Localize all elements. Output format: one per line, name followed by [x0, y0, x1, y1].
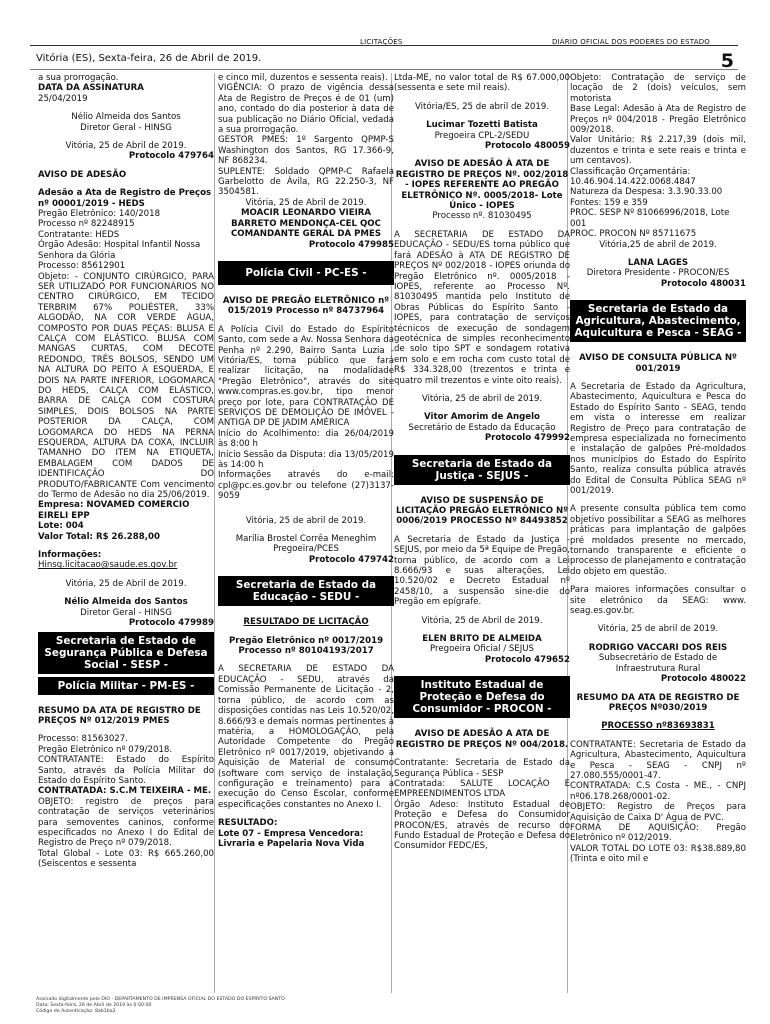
text: Informações através do e-mail: cpl@pc.es.gov.br ou telefone (27)3137-9059 — [218, 470, 394, 502]
text: Informações: — [38, 550, 102, 561]
text: A SECRETARIA DE ESTADO DA EDUCAÇÃO - SEDU/ES torna público que fará ADESÃO à ATA DE REGISTRO DE PREÇOS Nº 002/2018 - IOPES oriunda do Pregão Eletrônico nº. 0005/2018 - IOPES, referente ao Processo Nº. 81030495 mantida pelo Instituto de Obras Públicas do Espírito Santo - IOPES, para contratação de serviços técnicos de execução de sondagem geotécnica de simples reconhecimento de solo tipo SPT e sondagem rotativa em solo e em rocha com custo total de R$ 334.328,00 (trezentos e trinta e quatro mil trezentos e vinte oito reais). — [394, 229, 570, 386]
text: Objeto: Contratação de serviço de locação de 2 (dois) veículos, sem motorista — [570, 73, 746, 104]
signatory-name: ELEN BRITO DE ALMEIDA — [422, 634, 542, 645]
text: CONTRATANTE: Secretaria de Estado da Agricultura, Abastecimento, Aquicultura e Pesca - SEAG - CNPJ nº 27.080.555/0001-47. — [570, 739, 746, 781]
date-line: Vitória, 25 de Abril de 2019. — [65, 141, 187, 152]
footer-line: Código de Autenticação: 8ab1ba2 — [36, 1009, 116, 1014]
text: Contratante: HEDS — [38, 229, 120, 240]
protocol-number: Protocolo 480031 — [660, 278, 746, 289]
text: Total Global - Lote 03: R$ 665.260,00 (Seiscentos e sessenta — [38, 848, 214, 870]
text: Para maiores informações consultar o site eletrônico da SEAG: www. seag.es.gov.br. — [570, 585, 746, 617]
protocol-number: Protocolo 479992 — [484, 433, 570, 444]
protocol-number: Protocolo 479985 — [308, 239, 394, 250]
signatory-role: Diretora Presidente - PROCON/ES — [586, 268, 730, 279]
header-rule — [30, 45, 738, 46]
text: Lote 07 - Empresa Vencedora: Livraria e Papelaria Nova Vida — [218, 828, 365, 849]
text: CONTRATADA: C.S Costa - ME., - CNPJ nº06.178.268/0001-02. — [570, 781, 746, 802]
date-line: Vitória/ES, 25 de abril de 2019. — [414, 101, 550, 112]
protocol-number: Protocolo 479742 — [308, 554, 394, 565]
text: OBJETO: registro de preços para contratação de serviços veterinários para semoventes caninos, conforme especificados no Anexo I do Edital de Registro de Preço nº 079/2018. — [38, 796, 214, 849]
notice-subtitle: Pregão Eletrônico nº 0017/2019 Processo nº 80104193/2017 — [228, 635, 384, 657]
section-name: LICITAÇÕES — [360, 38, 403, 46]
text: Valor Total: R$ 26.288,00 — [38, 531, 160, 542]
process-number: PROCESSO nº83693831 — [601, 721, 715, 732]
signatory-role: Secretário de Estado da Educação — [408, 422, 556, 433]
text: A Secretaria de Estado da Agricultura, Abastecimento, Aquicultura e Pesca do Estado do Espírito Santo - SEAG, tendo em vista o interesse em realizar Registro de Preço para contratação de empresa especializada no fornecimento e instalação de galpões Pré-moldados nos municípios do Estado do Espírito Santo, realiza consulta pública através do Edital de Consulta Pública SEAG nº 001/2019. — [570, 381, 746, 496]
text: A Secretaria de Estado da Justiça - SEJUS, por meio da 5ª Equipe de Pregão, torna público, de acordo com a Lei 8.666/93 e suas alterações, Lei 10.520/02 e Decreto Estadual nº 2458/10, a suspensão sine-die do Pregão em epígrafe. — [394, 534, 570, 608]
text: SUPLENTE: Soldado QPMP-C Rafaela Garbelotto de Ávila, RG 22.250-3, NF 3504581. — [218, 166, 394, 198]
text: 25/04/2019 — [38, 93, 88, 104]
page-number: 5 — [720, 50, 734, 72]
columns — [38, 73, 746, 993]
section-banner: Secretaria de Estado da Educação - SEDU - — [218, 576, 394, 606]
protocol-number: Protocolo 479989 — [128, 618, 214, 629]
signatory-name: Lucimar Tozetti Batista — [426, 120, 538, 131]
date-line: Vitória,25 de abril de 2019. — [599, 239, 717, 250]
subheader-rule — [30, 69, 738, 70]
text: a sua prorrogação. — [38, 73, 119, 83]
text: A presente consulta pública tem como objetivo possibilitar a SEAG as melhores práticas para implantação de galpões pré moldados presente no mercado, tornando transparente e eficiente o processo de planejamento e contratação do objeto em questão. — [570, 504, 746, 577]
date-line: Vitória, 25 de abril de 2019. — [421, 393, 543, 404]
text: Objeto: - CONJUNTO CIRÚRGICO, PARA SER UTILIZADO POR FUNCIONÁRIOS NO CENTRO CIRÚRGICO, EM TECIDO TERBRIM 67% POLIÉSTER, 33% ALGODÃO, NA COR VERDE ÁGUA, COMPOSTO POR DUAS PEÇAS: BLUSA E CALÇA COM ELÁSTICO. BLUSA COM MANGAS CURTAS, COM DECOTE REDONDO, TRÊS BOLSOS, SENDO UM NA ALTURA DO PEITO À ESQUERDA, E DOIS NA PARTE INFERIOR, LOGOMARCA DO HEDS, CALÇA COM ELÁSTICO, BARRA DE CALÇA COM COSTURA SIMPLES, DOIS BOLSOS NA PARTE POSTERIOR DA CALÇA, COM LOGOMARCA DO HEDS NA PERNA ESQUERDA, ALTURA DA COXA, INCLUIR TAMANHO DO ITEM NA ETIQUETA, EMBALAGEM COM DADOS DE IDENTIFICAÇÃO DO PRODUTO/FABRICANTE Com vencimento do Termo de Adesão no dia 25/06/2019. — [38, 271, 214, 501]
text: Fontes: 159 e 359 — [570, 197, 648, 208]
text: Ltda-ME, no valor total de R$ 67.000,00 (sessenta e sete mil reais). — [394, 73, 570, 94]
notice-title: RESULTADO DE LICITAÇÃO — [243, 617, 369, 628]
text: Órgão Adeso: Instituto Estadual de Proteção e Defesa do Consumidor PROCON/ES, através de recurso do Fundo Estadual de Proteção e Defesa do Consumidor FEDC/ES, — [394, 799, 570, 852]
notice-title: AVISO DE SUSPENSÃO DE LICITAÇÃO PREGÃO ELETRÔNICO Nº 0006/2019 PROCESSO Nº 84493852 — [395, 495, 569, 527]
digital-signature-footer — [36, 997, 285, 1015]
notice-title: RESUMO DA ATA DE REGISTRO DE PREÇOS Nº 012/2019 PMES — [38, 705, 201, 726]
column-2 — [218, 73, 394, 993]
text: Início Sessão da Disputa: dia 13/05/2019 às 14:00 h — [218, 449, 394, 470]
text: PROC. PROCON Nº 85711675 — [570, 229, 697, 240]
signatory-role: Diretor Geral - HINSG — [80, 122, 172, 133]
text: CONTRATADA: S.C.M TEIXEIRA - ME. — [38, 786, 212, 797]
text: Processo: 81563027. — [38, 734, 128, 745]
notice-title: AVISO DE PREGÃO ELETRÔNICO nº 015/2019 Processo nº 84737964 — [222, 295, 390, 317]
publication-name: DIÁRIO OFICIAL DOS PODERES DO ESTADO — [551, 38, 710, 46]
signatory-role: Diretor Geral - HINSG — [80, 607, 172, 618]
text: PROC. SESP Nº 81066996/2018, Lote 001 — [570, 208, 730, 229]
section-banner: Polícia Civil - PC-ES - — [218, 261, 394, 285]
text: Processo: 85612901 — [38, 261, 126, 272]
signatory-name: RODRIGO VACCARI DOS REIS — [588, 642, 728, 653]
text: DATA DA ASSINATURA — [38, 83, 144, 94]
signatory-name: LANA LAGES — [627, 257, 689, 268]
text: A Polícia Civil do Estado do Espírito Santo, com sede a Av. Nossa Senhora da Penha nº 2.290, Bairro Santa Luzia - Vitória/ES, torna público que fará realizar licitação, na modalidade "Pregão Eletrônico", através do site www.compras.es.gov.br, tipo menor preço por lote, para CONTRATAÇÃO DE SERVIÇOS DE DEMOLIÇÃO DE IMÓVEL - ANTIGA DP DE JADIM AMÉRICA — [218, 324, 394, 429]
notice-title: RESUMO DA ATA DE REGISTRO DE PREÇOS Nº030/2019 — [576, 692, 740, 713]
date-line: Vitória, 25 de Abril de 2019. — [245, 197, 367, 208]
text: GESTOR PMES: 1º Sargento QPMP-S Washington dos Santos, RG 17.366-9, NF 868234. — [218, 135, 394, 167]
text: A SECRETARIA DE ESTADO DA EDUCAÇÃO - SEDU, através da Comissão Permanente de Licitação - 2, torna público, de acordo com as disposições contidas nas Leis 10.520/02, 8.666/93 e demais normas pertinentes à matéria, a HOMOLOGAÇÃO, pela Autoridade Competente do Pregão Eletrônico nº 0017/2019, objetivando a Aquisição de Material de consumo (software com serviço de instalação, configuração e treinamento) para a execução do Censo Escolar, conforme especificações constantes no Anexo I. — [218, 664, 394, 810]
section-banner: Secretaria de Estado da Agricultura, Abastecimento, Aquicultura e Pesca - SEAG - — [570, 300, 746, 342]
issue-date: Vitória (ES), Sexta-feira, 26 de Abril de 2019. — [36, 53, 262, 64]
date-line: Vitória, 25 de abril de 2019. — [245, 515, 367, 526]
signatory-name: Nélio Almeida dos Santos — [71, 112, 181, 123]
notice-title: AVISO DE ADESÃO — [38, 169, 127, 180]
text: Base Legal: Adesão à Ata de Registro de Preços nº 004/2018 - Pregão Eletrônico 009/2018. — [570, 104, 746, 136]
protocol-number: Protocolo 480059 — [484, 141, 570, 152]
notice-title: AVISO DE ADESÃO A ATA DE REGISTRO DE PREÇOS Nº 004/2018. — [395, 729, 569, 750]
signatory-role: Pregoeira CPL-2/SEDU — [434, 130, 530, 141]
text: Natureza da Despesa: 3.3.90.33.00 — [570, 187, 723, 198]
section-banner: Instituto Estadual de Proteção e Defesa do Consumidor - PROCON - — [394, 676, 570, 718]
text: RESULTADO: — [218, 818, 278, 829]
text: Classificação Orçamentária: 10.46.904.14.422.0068.4847 — [570, 166, 696, 188]
column-3 — [394, 73, 570, 993]
signatory-role: Pregoeira/PCES — [273, 544, 339, 555]
column-1 — [38, 73, 214, 993]
text: Adesão a Ata de Registro de Preços nº 00001/2019 - HEDS — [38, 188, 212, 209]
text: Lote: 004 — [38, 521, 84, 532]
text: VIGÊNCIA: O prazo de vigência dessa Ata de Registro de Preços é de 01 (um) ano, contado do dia posterior à data de sua publicação no Diário Oficial, vedada a sua prorrogação. — [218, 83, 394, 136]
column-4 — [570, 73, 746, 993]
signatory-name: Nélio Almeida dos Santos — [64, 597, 188, 608]
notice-title: AVISO DE ADESÃO À ATA DE REGISTRO DE PREÇOS Nº. 002/2018 - IOPES REFERENTE AO PREGÃO ELETRÔNICO Nº. 0005/2018- Lote Único - IOPES — [395, 159, 569, 212]
text: OBJETO: Registro de Preços para Aquisição de Caixa D' Água de PVC. — [570, 802, 746, 823]
text: FORMA DE AQUISIÇÃO: Pregão Eletrônico nº 012/2019. — [570, 822, 746, 844]
date-line: Vitória, 25 de Abril de 2019. — [65, 578, 187, 589]
email-link[interactable]: Hinsg.licitacao@saude.es.gov.br — [38, 560, 178, 571]
text: Valor Unitário: R$ 2.217,39 (dois mil, duzentos e trinta e sete reais e trinta e um centavos). — [570, 135, 746, 167]
date-line: Vitória, 25 de abril de 2019. — [597, 624, 719, 635]
footer-line: Assinado digitalmente pelo DIO - DEPARTAMENTO DE IMPRENSA OFICIAL DO ESTADO DO ESPÍRITO SANTO — [36, 997, 285, 1002]
text: Processo nº 82248915 — [38, 219, 135, 230]
signatory-name: Marília Brostel Corrêa Meneghim — [235, 534, 377, 545]
signatory-role: Pregoeira Oficial / SEJUS — [429, 644, 535, 655]
text: Pregão Eletrônico nº 079/2018. — [38, 744, 173, 755]
notice-title: AVISO DE CONSULTA PÚBLICA Nº 001/2019 — [579, 353, 737, 374]
text: Órgão Adesão: Hospital Infantil Nossa Senhora da Glória — [38, 240, 201, 261]
text: Início do Acolhimento: dia 26/04/2019 às 8:00 h — [218, 428, 394, 450]
section-banner: Secretaria de Estado de Segurança Pública e Defesa Social - SESP - — [38, 632, 214, 674]
text: Processo nº. 81030495 — [432, 211, 532, 222]
text: CONTRATANTE: Estado do Espírito Santo, através da Polícia Militar do Estado do Espírito Santo. — [38, 755, 214, 786]
protocol-number: Protocolo 479764 — [128, 151, 214, 162]
signatory-role: Subsecretário de Estado de Infraestrutura Rural — [598, 653, 718, 674]
text: Contratante: Secretaria de Estado da Segurança Pública - SESP — [394, 758, 570, 779]
text: VALOR TOTAL DO LOTE 03: R$38.889,80 (Trinta e oito mil e — [570, 843, 746, 865]
signatory-name: Vitor Amorim de Angelo — [424, 412, 540, 423]
protocol-number: Protocolo 480022 — [660, 674, 746, 685]
text: Empresa: NOVAMED COMERCIO EIRELI EPP — [38, 500, 190, 521]
section-banner: Polícia Militar - PM-ES - — [38, 677, 214, 695]
section-banner: Secretaria de Estado da Justiça - SEJUS - — [394, 455, 570, 485]
text: Pregão Eletrônico: 140/2018 — [38, 209, 161, 220]
date-line: Vitória, 25 de Abril de 2019. — [421, 615, 543, 626]
signatory-name: MOACIR LEONARDO VIEIRA BARRETO MENDONÇA-CEL QOC COMANDANTE GERAL DA PMES — [230, 208, 382, 240]
protocol-number: Protocolo 479652 — [484, 654, 570, 665]
footer-line: Data: Sexta-feira, 26 de Abril de 2019 às 0:00:00 — [36, 1003, 152, 1008]
text: Contratada: SALUTE LOCAÇÃO E EMPREENDIMENTOS LTDA — [394, 778, 570, 800]
text: e cinco mil, duzentos e sessenta reais). — [218, 73, 388, 83]
